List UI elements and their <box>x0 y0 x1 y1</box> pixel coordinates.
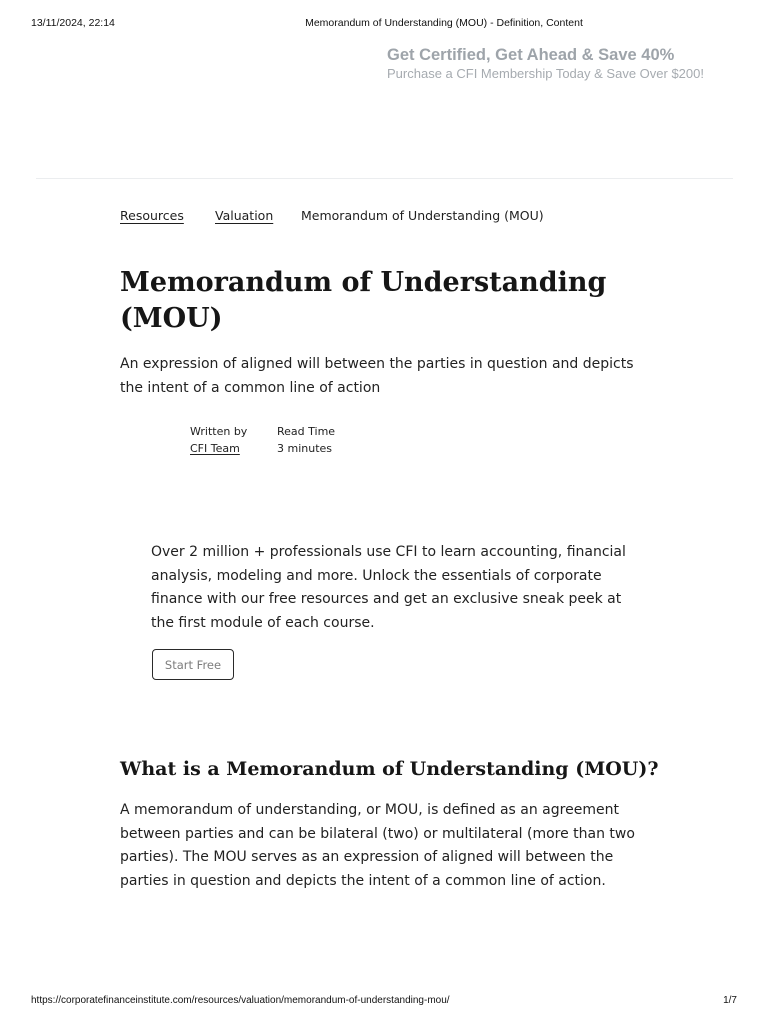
start-free-button[interactable]: Start Free <box>152 649 234 680</box>
page-subtitle: An expression of aligned will between the parties in question and depicts the intent of a common line of action <box>120 356 634 396</box>
promo-banner[interactable] <box>387 45 717 82</box>
breadcrumb-link-resources[interactable]: Resources <box>120 208 184 223</box>
breadcrumb-current: Memorandum of Understanding (MOU) <box>301 208 544 223</box>
promo-subtitle[interactable]: Purchase a CFI Membership Today & Save Over $200! <box>387 66 704 81</box>
header-divider <box>36 178 733 179</box>
print-date: 13/11/2024, 22:14 <box>31 17 115 29</box>
section-body: A memorandum of understanding, or MOU, is defined as an agreement between parties and can be bilateral (two) or multilateral (more than two parties). The MOU serves as an expression of aligned will between the parties in question and depicts the intent of a common line of action. <box>120 802 635 889</box>
promo-title[interactable]: Get Certified, Get Ahead & Save 40% <box>387 46 675 64</box>
section-heading: What is a Memorandum of Understanding (MOU)? <box>120 758 659 780</box>
print-page-title: Memorandum of Understanding (MOU) - Definition, Content <box>305 17 583 29</box>
cta-text: Over 2 million + professionals use CFI to learn accounting, financial analysis, modeling and more. Unlock the essentials of corporate finance with our free resources and get an exclusive sneak peek at the first module of each course. <box>151 544 626 631</box>
read-time-value: 3 minutes <box>277 442 333 455</box>
read-time-label: Read Time <box>277 425 336 438</box>
breadcrumb-link-valuation[interactable]: Valuation <box>215 208 274 223</box>
read-time-meta <box>277 423 335 457</box>
print-page-number: 1/7 <box>723 995 737 1006</box>
author-meta <box>190 423 247 457</box>
written-by-label: Written by <box>190 425 248 438</box>
print-url: https://corporatefinanceinstitute.com/resources/valuation/memorandum-of-understanding-mou/ <box>31 995 450 1006</box>
page-title: Memorandum of Understanding (MOU) <box>120 267 607 334</box>
print-header <box>0 17 768 31</box>
author-link[interactable]: CFI Team <box>190 442 240 455</box>
